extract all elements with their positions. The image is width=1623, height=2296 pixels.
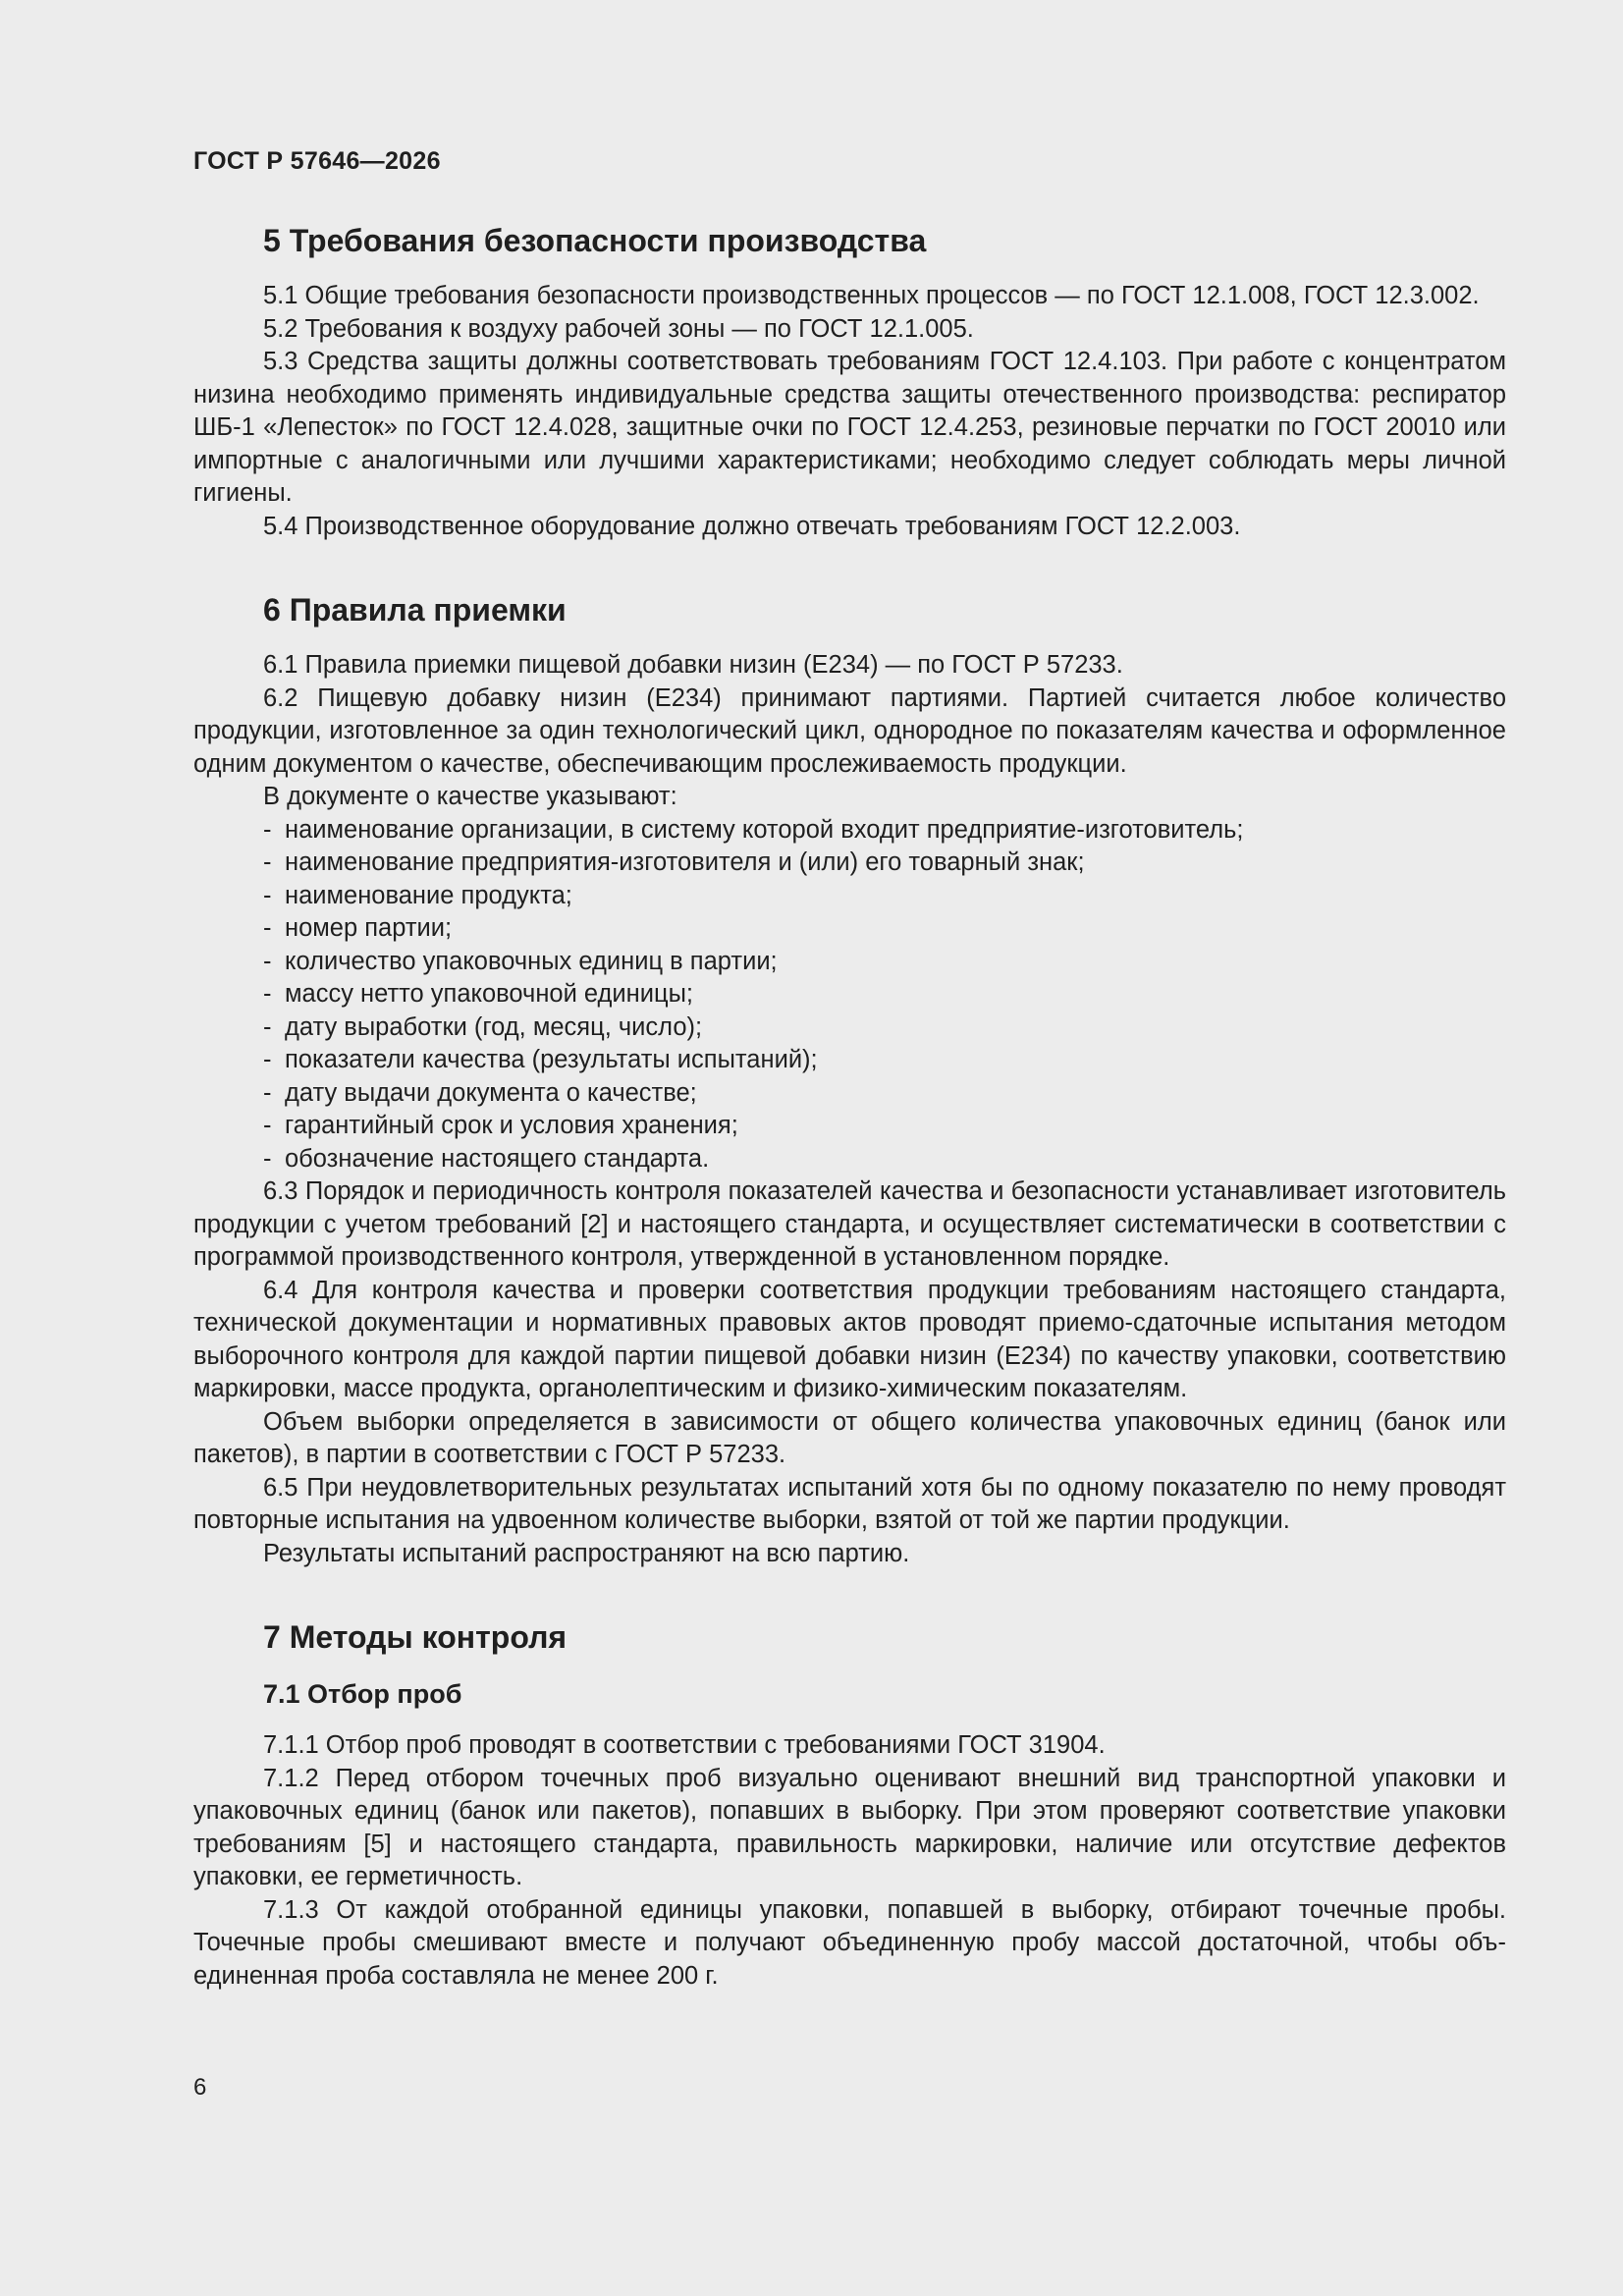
section-5: [193, 221, 1506, 543]
list-item: - наименование организации, в систему которой входит предприятие-изготовитель;: [193, 814, 1506, 847]
paragraph-6-1: 6.1 Правила приемки пищевой добавки низин (Е234) — по ГОСТ Р 57233.: [263, 651, 1123, 679]
list-item: - количество упаковочных единиц в партии;: [193, 946, 1506, 979]
section-7-title: 7 Методы контроля: [263, 1619, 568, 1655]
list-dash: -: [263, 848, 272, 876]
paragraph-6-5-results: Результаты испытаний распространяют на всю партию.: [263, 1539, 910, 1567]
list-item: - гарантийный срок и условия хранения;: [193, 1110, 1506, 1143]
page-number: 6: [193, 2074, 207, 2101]
list-dash: -: [263, 947, 272, 975]
list-item: - номер партии;: [193, 912, 1506, 946]
list-item: - дату выдачи документа о качестве;: [193, 1077, 1506, 1111]
list-item: - наименование предприятия-изготовителя и (или) его товарный знак;: [193, 847, 1506, 880]
subsection-7-1-title: 7.1 Отбор проб: [263, 1679, 462, 1709]
paragraph-5-2: 5.2 Требования к воздуху рабочей зоны — по ГОСТ 12.1.005.: [263, 314, 974, 343]
list-dash: -: [263, 1012, 272, 1041]
list-dash: -: [263, 1046, 272, 1073]
document-body: [193, 221, 1506, 1993]
paragraph-6-5: 6.5 При неудовлетворительных результатах испытаний хотя бы по одному показателю по нему проводят повторные испытания на удвоенном количестве выборки, взятой от той же партии продукции.: [193, 1473, 1506, 1534]
list-dash: -: [263, 815, 272, 844]
quality-document-intro: В документе о качестве указывают:: [263, 783, 677, 810]
paragraph-5-4: 5.4 Производственное оборудование должно отвечать требованиям ГОСТ 12.2.003.: [263, 512, 1241, 540]
paragraph-5-1: 5.1 Общие требования безопасности производственных процессов — по ГОСТ 12.1.008, ГОСТ 12.3.002.: [263, 282, 1480, 309]
paragraph-6-3: 6.3 Порядок и периодичность контроля показателей качества и безопасности устанавливает изготовитель продукции с учетом требований [2] и настоящего стандарта, и осуществляет систематически в соответствии с программой производственного контроля, утвержденной в установленном порядке.: [193, 1177, 1506, 1271]
list-dash: -: [263, 1112, 272, 1139]
paragraph-7-1-1: 7.1.1 Отбор проб проводят в соответствии с требованиями ГОСТ 31904.: [263, 1731, 1106, 1759]
section-6-title: 6 Правила приемки: [263, 592, 567, 628]
list-dash: -: [263, 914, 272, 942]
list-dash: -: [263, 881, 272, 909]
paragraph-7-1-3: 7.1.3 От каждой отобранной единицы упаковки, попавшей в выборку, отбирают точечные пробы. Точечные пробы смешивают вместе и получают объединенную пробу массой достаточной, чтобы объединенная проба составляла не менее 200 г.: [193, 1895, 1506, 1990]
paragraph-6-4-sample-size: Объем выборки определяется в зависимости от общего количества упаковочных единиц (банок или пакетов), в партии в соответствии с ГОСТ Р 57233.: [193, 1407, 1506, 1468]
paragraph-7-1-2: 7.1.2 Перед отбором точечных проб визуально оценивают внешний вид транспортной упаковки и упаковочных единиц (банок или пакетов), попавших в выборку. При этом проверяют соответствие упаковки требованиям [5] и настоящего стандарта, правильность маркировки, наличие или отсутствие дефектов упаковки, ее герметичность.: [193, 1764, 1506, 1890]
quality-document-list: [193, 814, 1506, 1176]
document-id-header: ГОСТ Р 57646—2026: [193, 147, 441, 175]
list-item: - показатели качества (результаты испытаний);: [193, 1044, 1506, 1077]
list-item: - наименование продукта;: [193, 880, 1506, 913]
section-6: [193, 590, 1506, 1570]
section-7: [193, 1617, 1506, 1993]
list-dash: -: [263, 1078, 272, 1107]
section-5-title: 5 Требования безопасности производства: [263, 223, 927, 258]
paragraph-6-4: 6.4 Для контроля качества и проверки соответствия продукции требованиям настоящего стандарта, технической документации и нормативных правовых актов проводят приемо-сдаточные испытания методом выборочного контроля для каждой партии пищевой добавки низин (Е234) по качеству упаковки, соответствию маркировки, массе продукта, органолептическим и физико-химическим показателям.: [193, 1276, 1506, 1402]
list-dash: -: [263, 1144, 272, 1173]
list-item: - обозначение настоящего стандарта.: [193, 1143, 1506, 1176]
list-dash: -: [263, 980, 272, 1008]
paragraph-6-2: 6.2 Пищевую добавку низин (Е234) принимают партиями. Партией считается любое количество продукции, изготовленное за один технологический цикл, однородное по показателям качества и оформленное одним документом о качестве, обеспечивающим прослеживаемость продукции.: [193, 683, 1506, 778]
paragraph-5-3: 5.3 Средства защиты должны соответствовать требованиям ГОСТ 12.4.103. При работе с концентратом низина необходимо применять индивидуальные средства защиты отечественного производства: респиратор ШБ-1 «Лепесток» по ГОСТ 12.4.028, защитные очки по ГОСТ 12.4.253, резиновые перчатки по ГОСТ 20010 или импортные с аналогичными или лучшими характеристиками; необходимо следует соблюдать меры личной гигиены.: [193, 348, 1506, 507]
list-item: - дату выработки (год, месяц, число);: [193, 1011, 1506, 1045]
list-item: - массу нетто упаковочной единицы;: [193, 978, 1506, 1011]
